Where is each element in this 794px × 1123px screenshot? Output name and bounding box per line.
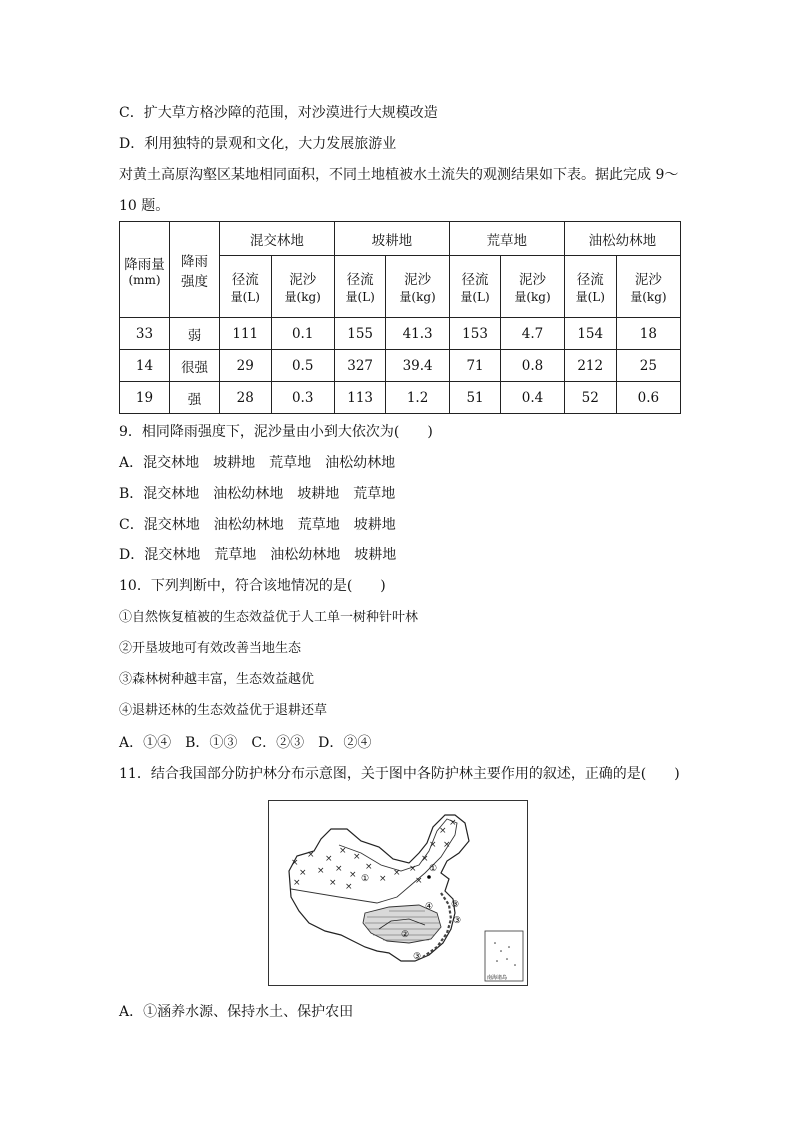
subheader-runoff: 径流 量(L) [449,256,501,318]
q10-stem: 10．下列判断中，符合该地情况的是( ) [119,578,386,594]
svg-text:×: × [349,870,357,880]
map-label-3b: ③ [451,900,460,910]
svg-text:×: × [325,854,333,864]
svg-text:×: × [365,862,373,872]
q10-choices: A．①④ B．①③ C．②③ D．②④ [119,735,372,751]
q11-option-a: A．①涵养水源、保持水土、保护农田 [119,1004,354,1020]
svg-text:×: × [429,840,437,850]
svg-text:×: × [293,878,301,888]
table-row: 19 强 28 0.3 113 1.2 51 0.4 52 0.6 [120,382,681,414]
subheader-runoff: 径流 量(L) [220,256,272,318]
china-map-figure [269,801,527,985]
intro-line-1: 对黄土高原沟壑区某地相同面积，不同土地植被水土流失的观测结果如下表。据此完成 9～ [119,167,679,183]
group-header: 混交林地 [220,222,335,256]
header-intensity [170,222,220,318]
group-header: 油松幼林地 [564,222,680,256]
svg-text:×: × [299,868,307,878]
map-label-1: ① [361,874,370,884]
svg-text:×: × [409,864,417,874]
svg-text:×: × [421,854,429,864]
svg-text:×: × [393,868,401,878]
group-header: 荒草地 [449,222,564,256]
svg-text:×: × [353,852,361,862]
svg-text:×: × [379,874,387,884]
map-label-2: ② [401,930,410,940]
svg-text:×: × [329,878,337,888]
svg-text:×: × [439,826,447,836]
subheader-runoff: 径流 量(L) [334,256,386,318]
q9-option-d: D．混交林地 荒草地 油松幼林地 坡耕地 [119,547,397,563]
inset-label: 南海诸岛 [487,975,508,981]
svg-text:×: × [291,858,299,868]
header-intensity-2: 强度 [181,273,208,290]
q10-statement-2: ②开垦坡地可有效改善当地生态 [119,641,302,656]
intro-line-2: 10 题。 [119,198,170,214]
subheader-sand: 泥沙 量(kg) [501,256,564,318]
three-north-boundary [291,819,457,903]
q10-statement-4: ④退耕还林的生态效益优于退耕还草 [119,703,328,718]
option-c-prev: C．扩大草方格沙障的范围，对沙漠进行大规模改造 [119,105,438,121]
table-row: 14 很强 29 0.5 327 39.4 71 0.8 212 25 [120,350,681,382]
svg-text:×: × [449,818,457,828]
table-row: 33 弱 111 0.1 155 41.3 153 4.7 154 18 [120,318,681,350]
subheader-sand: 泥沙 量(kg) [386,256,449,318]
map-label-3c: ③ [413,952,422,962]
q10-statement-1: ①自然恢复植被的生态效益优于人工单一树种针叶林 [119,610,419,625]
header-rain-unit: (mm) [128,272,161,287]
option-d-prev: D．利用独特的景观和文化，大力发展旅游业 [119,136,397,152]
svg-text:×: × [415,876,423,886]
svg-text:×: × [345,882,353,892]
subheader-sand: 泥沙 量(kg) [616,256,680,318]
q9-option-c: C．混交林地 油松幼林地 荒草地 坡耕地 [119,517,396,533]
group-header: 坡耕地 [334,222,449,256]
map-label-3: ③ [453,916,462,926]
runoff-table [119,221,681,414]
subheader-sand: 泥沙 量(kg) [271,256,334,318]
subheader-runoff: 径流 量(L) [564,256,616,318]
south-china-sea-inset [485,931,523,981]
svg-text:×: × [443,840,451,850]
q10-statement-3: ③森林树种越丰富，生态效益越优 [119,672,315,687]
svg-text:×: × [335,864,343,874]
header-rain-label: 降雨量 [124,256,165,273]
svg-text:×: × [317,866,325,876]
svg-text:×: × [339,846,347,856]
map-label-1b: ① [429,864,438,874]
shelterbelt-map [268,800,528,986]
q9-option-b: B．混交林地 油松幼林地 坡耕地 荒草地 [119,486,396,502]
map-label-4: ④ [425,902,434,912]
beijing-dot [427,875,431,879]
svg-text:×: × [307,850,315,860]
header-rain [120,222,170,318]
q9-stem: 9．相同降雨强度下，泥沙量由小到大依次为( ) [119,424,433,440]
q9-option-a: A．混交林地 坡耕地 荒草地 油松幼林地 [119,455,396,471]
header-intensity-1: 降雨 [181,253,208,270]
q11-stem: 11．结合我国部分防护林分布示意图，关于图中各防护林主要作用的叙述，正确的是( ) [119,766,680,782]
